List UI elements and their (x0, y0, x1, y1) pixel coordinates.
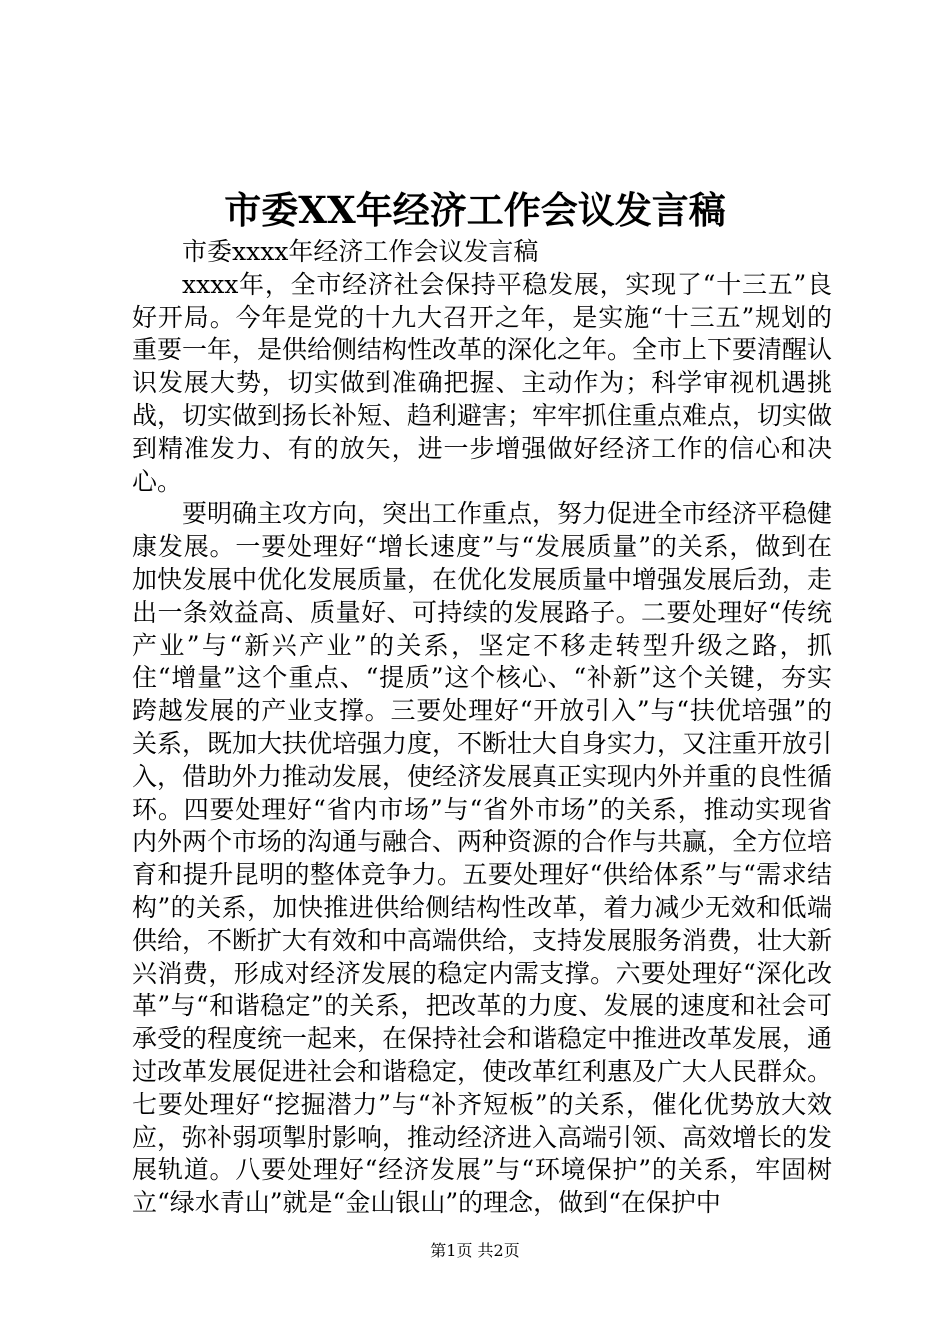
document-body (132, 236, 832, 1220)
paragraph-2: 要明确主攻方向，突出工作重点，努力促进全市经济平稳健康发展。一要处理好“增长速度”与“发展质量”的关系，做到在加快发展中优化发展质量，在优化发展质量中增强发展后劲，走出一条效益高、质量好、可持续的发展路子。二要处理好“传统产业”与“新兴产业”的关系，坚定不移走转型升级之路，抓住“增量”这个重点、“提质”这个核心、“补新”这个关键，夯实跨越发展的产业支撑。三要处理好“开放引入”与“扶优培强”的关系，既加大扶优培强力度，不断壮大自身实力，又注重开放引入，借助外力推动发展，使经济发展真正实现内外并重的良性循环。四要处理好“省内市场”与“省外市场”的关系，推动实现省内外两个市场的沟通与融合、两种资源的合作与共赢，全方位培育和提升昆明的整体竞争力。五要处理好“供给体系”与“需求结构”的关系，加快推进供给侧结构性改革，着力减少无效和低端供给，不断扩大有效和中高端供给，支持发展服务消费，壮大新兴消费，形成对经济发展的稳定内需支撑。六要处理好“深化改革”与“和谐稳定”的关系，把改革的力度、发展的速度和社会可承受的程度统一起来，在保持社会和谐稳定中推进改革发展，通过改革发展促进社会和谐稳定，使改革红利惠及广大人民群众。七要处理好“挖掘潜力”与“补齐短板”的关系，催化优势放大效应，弥补弱项掣肘影响，推动经济进入高端引领、高效增长的发展轨道。八要处理好“经济发展”与“环境保护”的关系，牢固树立“绿水青山”就是“金山银山”的理念，做到“在保护中 (132, 499, 833, 1218)
paragraph-subtitle: 市委xxxx年经济工作会议发言稿 (182, 237, 539, 266)
page-number-footer: 第1页 共2页 (430, 1241, 520, 1260)
paragraph-1: xxxx年，全市经济社会保持平稳发展，实现了“十三五”良好开局。今年是党的十九大召开之年，是实施“十三五”规划的重要一年，是供给侧结构性改革的深化之年。全市上下要清醒认识发展大势，切实做到准确把握、主动作为；科学审视机遇挑战，切实做到扬长补短、趋利避害；牢牢抓住重点难点，切实做到精准发力、有的放矢，进一步增强做好经济工作的信心和决心。 (132, 269, 833, 496)
document-title: 市委XX年经济工作会议发言稿 (224, 188, 726, 232)
